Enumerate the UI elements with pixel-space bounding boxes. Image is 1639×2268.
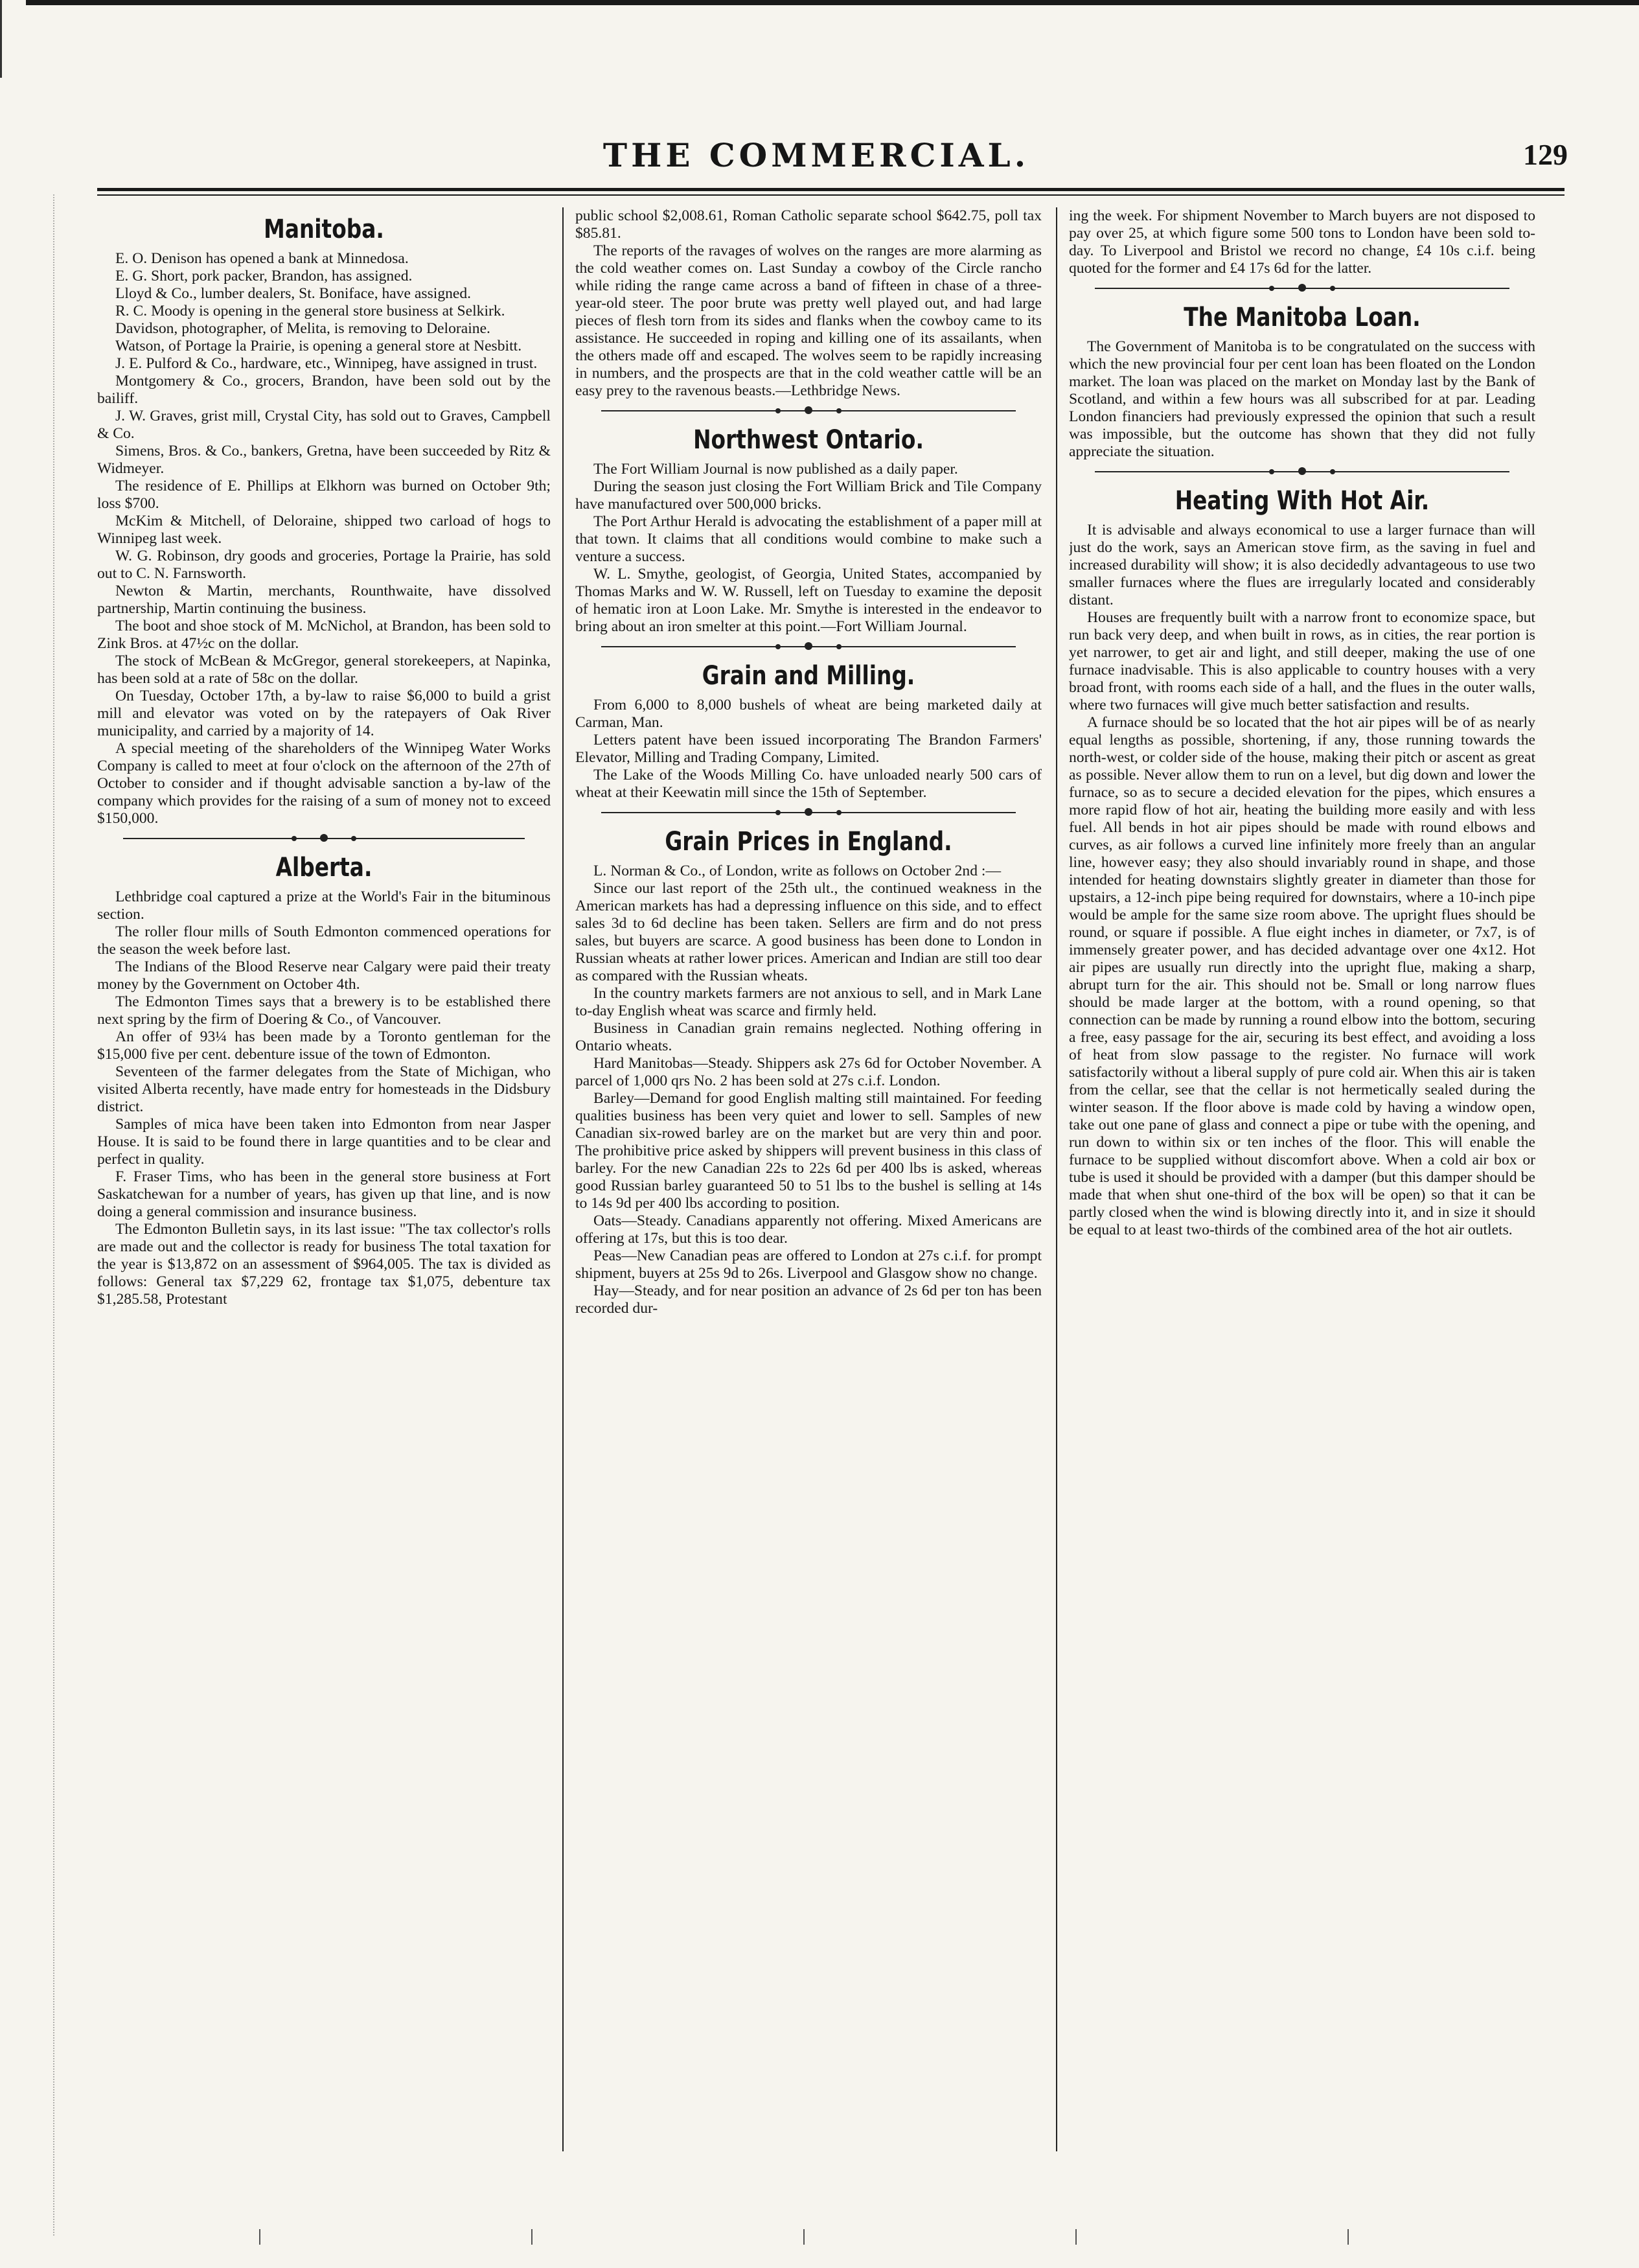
top-border-rule (26, 0, 1639, 5)
news-item: The Government of Manitoba is to be congratulated on the success with which the new provincial four per cent loan has been floated on the London market. The loan was placed on the market on Monday last by the Bank of Scotland, and within a few hours was all subscribed for at par. Leading London financiers had previously expressed the opinion that such a result was impossible, but the outcome has shown that they did not fully appreciate the situation. (1069, 338, 1535, 460)
news-item: The stock of McBean & McGregor, general storekeepers, at Napinka, has been sold at a rate of 58c on the dollar. (97, 653, 551, 687)
news-item: L. Norman & Co., of London, write as follows on October 2nd :— (593, 862, 1002, 879)
news-item: W. G. Robinson, dry goods and groceries, Portage la Prairie, has sold out to C. N. Farnsworth. (97, 548, 551, 582)
header-rule (97, 188, 1564, 191)
news-item: Letters patent have been issued incorporating The Brandon Farmers' Elevator, Milling and Trading Company, Limited. (575, 732, 1042, 766)
news-item: Hay—Steady, and for near position an advance of 2s 6d per ton has been recorded dur- (575, 1282, 1042, 1317)
news-item: Simens, Bros. & Co., bankers, Gretna, have been succeeded by Ritz & Widmeyer. (97, 443, 551, 477)
page-number: 129 (1523, 138, 1568, 171)
news-item: E. O. Denison has opened a bank at Minnedosa. (115, 250, 409, 267)
news-item: The boot and shoe stock of M. McNichol, at Brandon, has been sold to Zink Bros. at 47½c on the dollar. (97, 618, 551, 652)
news-item: The residence of E. Phillips at Elkhorn was burned on October 9th; loss $700. (97, 478, 551, 512)
section-heading: Northwest Ontario. (693, 425, 924, 455)
news-item: Peas—New Canadian peas are offered to London at 27s c.i.f. for prompt shipment, buyers at 25s 9d to 26s. Liverpool and Glasgow show no change. (575, 1247, 1042, 1282)
column-1 (97, 207, 551, 2158)
news-item: The Edmonton Times says that a brewery is to be established there next spring by the firm of Doering & Co., of Vancouver. (97, 993, 551, 1028)
news-item: McKim & Mitchell, of Deloraine, shipped two carload of hogs to Winnipeg last week. (97, 513, 551, 547)
section-heading: Manitoba. (264, 214, 384, 244)
section-divider (601, 640, 1016, 654)
news-item: Samples of mica have been taken into Edmonton from near Jasper House. It is said to be found there in large quantities and to be clear and perfect in quality. (97, 1116, 551, 1168)
section-heading: Alberta. (275, 853, 372, 883)
news-item: J. W. Graves, grist mill, Crystal City, has sold out to Graves, Campbell & Co. (97, 408, 551, 442)
masthead: THE COMMERCIAL. (602, 136, 1030, 174)
news-item: On Tuesday, October 17th, a by-law to raise $6,000 to build a grist mill and elevator was voted on by the ratepayers of Oak River municipality, and carried by a majority of 14. (97, 688, 551, 739)
section-heading: The Manitoba Loan. (1184, 303, 1421, 332)
news-item: Barley—Demand for good English malting still maintained. For feeding qualities business has been very quiet and lower to sell. Samples of new Canadian six-rowed barley are on the market but are very thin and poor. The prohibitive price asked by shippers will prevent business in this class of barley. For the new Canadian 22s to 22s 6d per 400 lbs is asked, whereas good Russian barley guaranteed 50 to 51 lbs to the bushel is selling at 14s to 14s 9d per 400 lbs according to position. (575, 1090, 1042, 1212)
news-item: It is advisable and always economical to use a larger furnace than will just do the work, says an American stove firm, as the saving in fuel and increased durability will show; it is also decidedly advantageous to use two smaller furnaces where the flues are irregularly located and considerably distant. (1069, 522, 1535, 608)
news-item: The Indians of the Blood Reserve near Calgary were paid their treaty money by the Government on October 4th. (97, 958, 551, 993)
news-item: In the country markets farmers are not anxious to sell, and in Mark Lane to-day English wheat was scarce and firmly held. (575, 985, 1042, 1019)
left-margin-marks (53, 194, 61, 2236)
header-rule-thin (97, 194, 1564, 196)
news-item: The Lake of the Woods Milling Co. have unloaded nearly 500 cars of wheat at their Keewatin mill since the 15th of September. (575, 767, 1042, 801)
news-item: During the season just closing the Fort William Brick and Tile Company have manufactured over 500,000 bricks. (575, 478, 1042, 513)
news-item: Watson, of Portage la Prairie, is opening a general store at Nesbitt. (115, 338, 522, 354)
news-item: A special meeting of the shareholders of the Winnipeg Water Works Company is called to meet at four o'clock on the afternoon of the 27th of October to consider and if thought advisable sanction a by-law of the company which provides for the raising of a sum of money not to exceed $150,000. (97, 740, 551, 827)
section-divider (1095, 465, 1509, 479)
news-item: Business in Canadian grain remains neglected. Nothing offering in Ontario wheats. (575, 1020, 1042, 1054)
news-item: A furnace should be so located that the hot air pipes will be of as nearly equal lengths as possible, shortening, if any, those running towards the north-west, or colder side of the house, making their pitch or ascent as great as possible. Never allow them to run on a level, but dig down and lower the furnace, so as to secure a decided elevation for the pipes, which ensures a more rapid flow of hot air, heating the building more easily and with less fuel. All bends in hot air pipes should be made with round elbows and curves, as air follows a curved line infinitely more freely than an angular line, however easy; they also should invariably round in shape, and those intended for heating downstairs slightly greater in diameter than those for upstairs, a 12-inch pipe being required for downstairs, where a 10-inch pipe would be ample for the same size room above. The upright flues should be round, or square if possible. A flue eight inches in diameter, or 7x7, is of immensely greater power, and has decided advantage over one 4x12. Hot air pipes are usually run directly into the upright flue, making a sharp, abrupt turn for the air. This should not be. Small or long narrow flues should be made larger at the bottom, with a round opening, so that connection can be made by running a round elbow into the bottom, securing a free, easy passage for the air, securing its best effect, and avoiding a loss of heat from slow passage to the register. No furnace will work satisfactorily without a liberal supply of pure cold air. When this air is taken from the cellar, see that the cellar is not hermetically sealed during the winter season. If the floor above is made cold by having a window open, take out one pane of glass and connect a pipe or tube with the opening, and run down to within six or ten inches of the floor. This will enable the furnace to be supplied without discomfort above. When a cold air box or tube is used it should be provided with a damper (but this damper should be made that when shut one-third of the box will be open) so that it can be partly closed when the wind is blowing directly into it, and in size it should be equal to at least two-thirds of the combined area of the hot air outlets. (1069, 714, 1535, 1238)
news-item: From 6,000 to 8,000 bushels of wheat are being marketed daily at Carman, Man. (575, 697, 1042, 731)
news-item: The Port Arthur Herald is advocating the establishment of a paper mill at that town. It claims that all conditions would combine to make such a venture a success. (575, 513, 1042, 565)
section-divider (601, 404, 1016, 418)
news-item: The Edmonton Bulletin says, in its last issue: "The tax collector's rolls are made out and the collector is ready for business The total taxation for the year is $13,872 on an assessment of $964,005. The tax is divided as follows: General tax $7,229 62, frontage tax $1,075, debenture tax $1,285.58, Protestant (97, 1221, 551, 1308)
news-item: E. G. Short, pork packer, Brandon, has assigned. (115, 268, 413, 284)
continued-paragraph: public school $2,008.61, Roman Catholic separate school $642.75, poll tax $85.81. (575, 207, 1042, 242)
news-item: F. Fraser Tims, who has been in the general store business at Fort Saskatchewan for a number of years, has given up that line, and is now doing a general commission and insurance business. (97, 1168, 551, 1220)
corner-mark (0, 0, 41, 78)
column-divider (562, 207, 564, 2151)
section-divider (1095, 281, 1509, 295)
news-item: An offer of 93¼ has been made by a Toronto gentleman for the $15,000 five per cent. debenture issue of the town of Edmonton. (97, 1028, 551, 1063)
news-item: The Fort William Journal is now published as a daily paper. (593, 461, 958, 478)
footer-ticks (259, 2229, 1425, 2249)
news-item: W. L. Smythe, geologist, of Georgia, United States, accompanied by Thomas Marks and W. W. Russell, left on Tuesday to examine the deposit of hematic iron at Loon Lake. Mr. Smythe is interested in the endeavor to bring about an iron smelter at this point.—Fort William Journal. (575, 566, 1042, 635)
section-divider (123, 831, 525, 846)
section-heading: Grain and Milling. (702, 661, 915, 691)
news-item: J. E. Pulford & Co., hardware, etc., Winnipeg, have assigned in trust. (115, 355, 538, 372)
news-item: Newton & Martin, merchants, Rounthwaite, have dissolved partnership, Martin continuing the business. (97, 583, 551, 617)
news-item: The roller flour mills of South Edmonton commenced operations for the season the week before last. (97, 923, 551, 958)
column-divider (1056, 207, 1057, 2151)
news-item: Hard Manitobas—Steady. Shippers ask 27s 6d for October November. A parcel of 1,000 qrs No. 2 has been sold at 27s c.i.f. London. (575, 1055, 1042, 1089)
news-item: Seventeen of the farmer delegates from the State of Michigan, who visited Alberta recently, have made entry for homesteads in the Didsbury district. (97, 1063, 551, 1115)
news-item: Davidson, photographer, of Melita, is removing to Deloraine. (115, 320, 490, 337)
section-heading: Grain Prices in England. (665, 827, 952, 857)
section-heading: Heating With Hot Air. (1175, 486, 1430, 516)
news-item: Oats—Steady. Canadians apparently not offering. Mixed Americans are offering at 17s, but this is too dear. (575, 1212, 1042, 1247)
news-item: Montgomery & Co., grocers, Brandon, have been sold out by the bailiff. (97, 373, 551, 407)
news-item: Houses are frequently built with a narrow front to economize space, but run back very deep, and when built in rows, as in cities, the rear portion is yet narrower, to get air and light, and still deeper, making the use of one furnace inadvisable. This is also applicable to country houses with a very broad front, with rooms each side of a hall, and the flues in the outer walls, where two furnaces will give much better satisfaction and results. (1069, 609, 1535, 713)
news-item: Lethbridge coal captured a prize at the World's Fair in the bituminous section. (97, 888, 551, 923)
news-item: R. C. Moody is opening in the general store business at Selkirk. (115, 303, 505, 319)
news-item: Since our last report of the 25th ult., the continued weakness in the American markets has had a depressing influence on this side, and to effect sales 3d to 6d decline has been taken. Sellers are firm and do not press sales, but buyers are scarce. A good business has been done to London in Russian wheats at rather lower prices. American and Indian are still too dear as compared with the Russian wheats. (575, 880, 1042, 984)
section-divider (601, 805, 1016, 820)
news-item: Lloyd & Co., lumber dealers, St. Boniface, have assigned. (115, 285, 472, 302)
column-3 (1069, 207, 1535, 2158)
column-2 (575, 207, 1042, 2158)
continued-paragraph: ing the week. For shipment November to March buyers are not disposed to pay over 25, at which figure some 500 tons to London have been sold to-day. To Liverpool and Bristol we record no change, £4 10s c.i.f. being quoted for the former and £4 17s 6d for the latter. (1069, 207, 1535, 277)
news-item: The reports of the ravages of wolves on the ranges are more alarming as the cold weather comes on. Last Sunday a cowboy of the Circle rancho while riding the range came across a band of fifteen in chase of a three-year-old steer. The poor brute was pretty well played out, and had large pieces of flesh torn from its sides and flanks when the cowboy came to its assistance. He succeeded in roping and killing one of its assailants, when the others made off and escaped. The wolves seem to be rapidly increasing in numbers, and the prospects are that in the cold weather cattle will be an easy prey to the ravenous beasts.—Lethbridge News. (575, 242, 1042, 399)
